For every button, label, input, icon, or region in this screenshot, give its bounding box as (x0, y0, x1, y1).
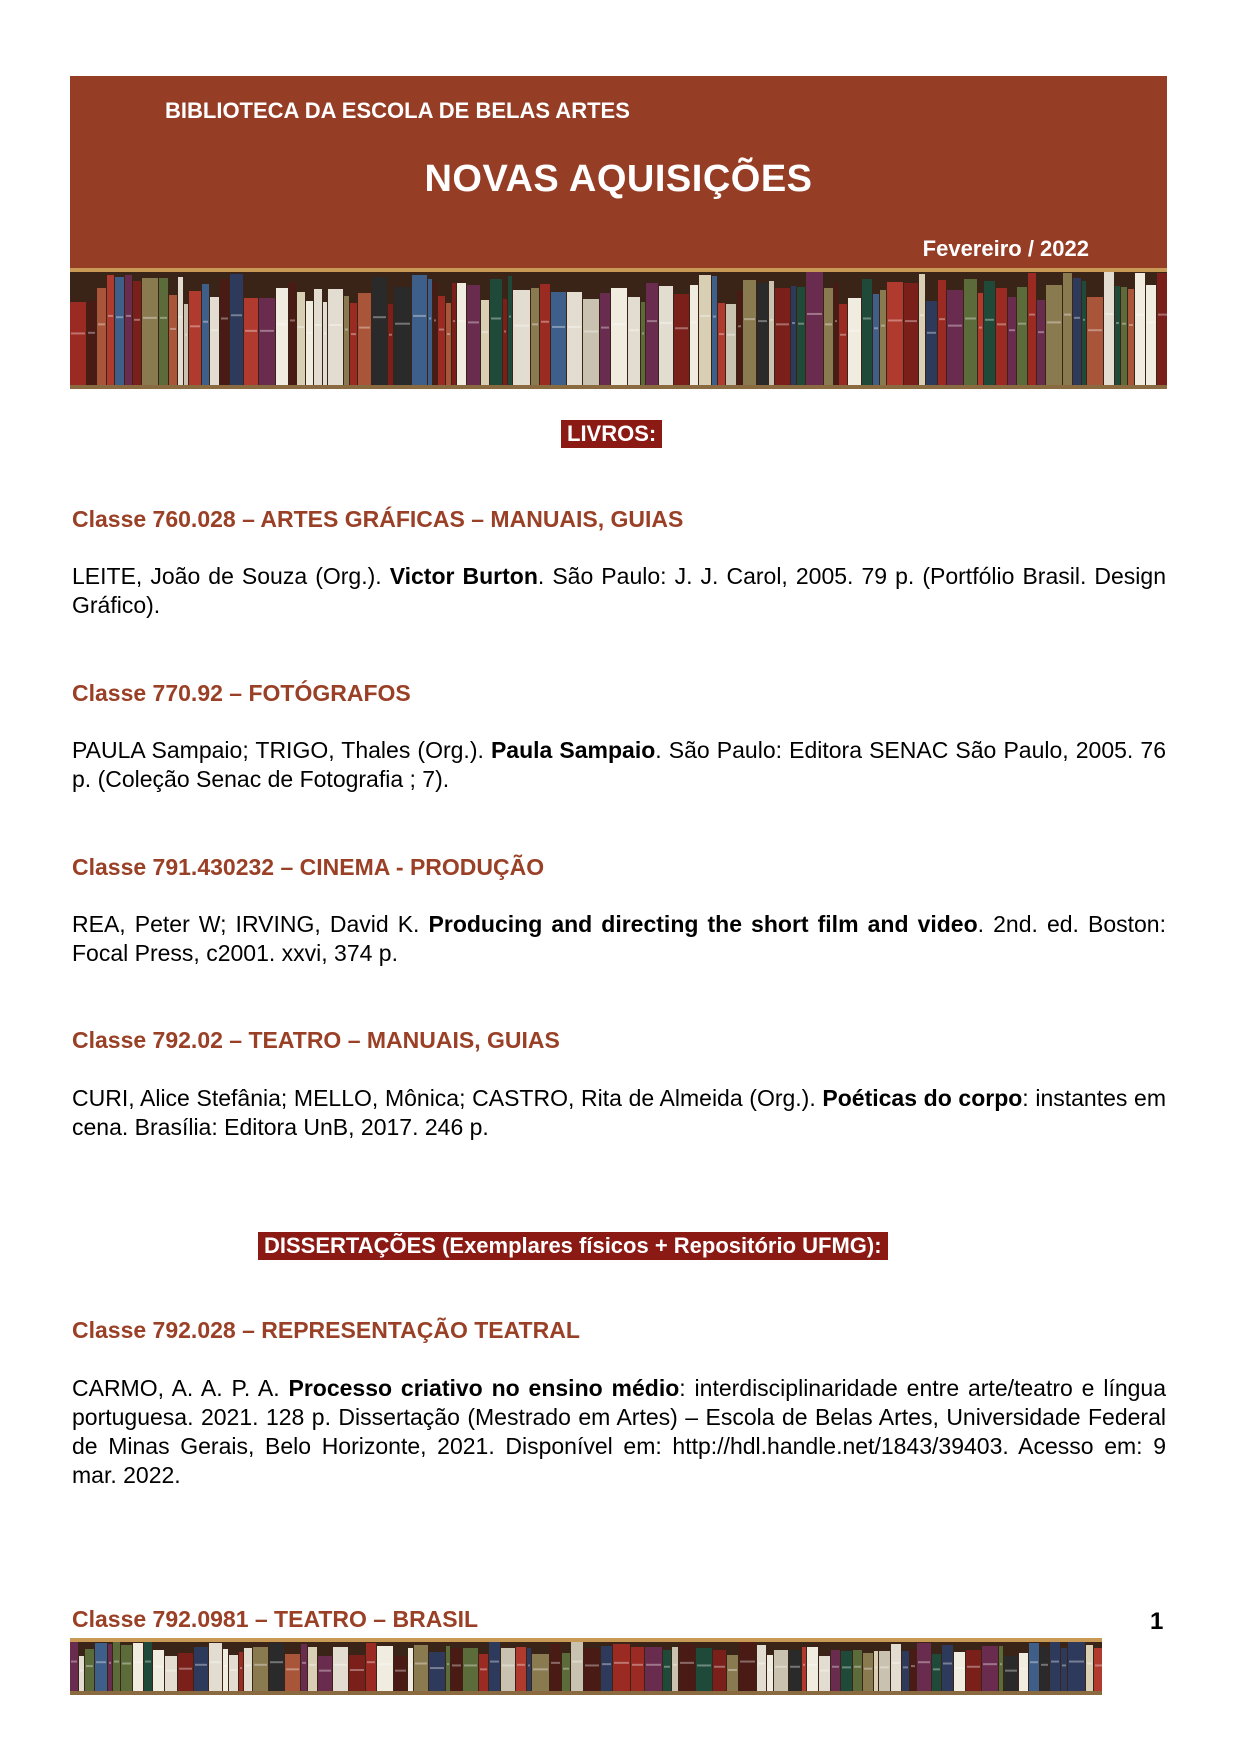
bibliographic-entry: LEITE, João de Souza (Org.). Victor Burton. São Paulo: J. J. Carol, 2005. 79 p. (Portfólio Brasil. Design Gráfico). (72, 563, 1166, 618)
page-title: NOVAS AQUISIÇÕES (424, 158, 813, 200)
bibliographic-entry: PAULA Sampaio; TRIGO, Thales (Org.). Paula Sampaio. São Paulo: Editora SENAC São Paulo, 2005. 76 p. (Coleção Senac de Fotografia ; 7). (72, 737, 1166, 792)
bibliographic-entry: CARMO, A. A. P. A. Processo criativo no ensino médio: interdisciplinaridade entre arte/teatro e língua portuguesa. 2021. 128 p. Dissertação (Mestrado em Artes) – Escola de Belas Artes, Universidade Federal de Minas Gerais, Belo Horizonte, 2021. Disponível em: http://hdl.handle.net/1843/39403. Acesso em: 9 mar. 2022. (72, 1375, 1166, 1488)
class-heading: Classe 791.430232 – CINEMA - PRODUÇÃO (72, 854, 545, 880)
footer-bookshelf-graphic (70, 1642, 1102, 1695)
header-banner (70, 76, 1167, 268)
books-section-label: LIVROS: (561, 420, 662, 448)
bibliographic-entry: REA, Peter W; IRVING, David K. Producing and directing the short film and video. 2nd. ed. Boston: Focal Press, c2001. xxvi, 374 p. (72, 911, 1166, 966)
entry-title: Victor Burton (389, 563, 538, 589)
bookshelf-image (70, 272, 1167, 389)
class-heading: Classe 760.028 – ARTES GRÁFICAS – MANUAIS, GUIAS (72, 506, 684, 532)
entry-title: Poéticas do corpo (822, 1085, 1023, 1111)
institution-name: BIBLIOTECA DA ESCOLA DE BELAS ARTES (165, 98, 630, 123)
page-number: 1 (1150, 1608, 1164, 1635)
footer-bookshelf-image (70, 1642, 1102, 1695)
dissertations-section-label: DISSERTAÇÕES (Exemplares físicos + Repositório UFMG): (258, 1232, 888, 1260)
edition-date: Fevereiro / 2022 (922, 236, 1089, 261)
entry-title: Producing and directing the short film and video (428, 911, 978, 937)
entry-title: Processo criativo no ensino médio (288, 1375, 680, 1401)
class-heading: Classe 792.02 – TEATRO – MANUAIS, GUIAS (72, 1027, 560, 1053)
entry-title: Paula Sampaio (490, 737, 656, 763)
bibliographic-entry: CURI, Alice Stefânia; MELLO, Mônica; CASTRO, Rita de Almeida (Org.). Poéticas do corpo: instantes em cena. Brasília: Editora UnB, 2017. 246 p. (72, 1085, 1166, 1140)
bookshelf-graphic (70, 272, 1167, 389)
class-heading: Classe 770.92 – FOTÓGRAFOS (72, 680, 411, 706)
class-heading: Classe 792.028 – REPRESENTAÇÃO TEATRAL (72, 1317, 580, 1343)
class-heading: Classe 792.0981 – TEATRO – BRASIL (72, 1606, 479, 1632)
